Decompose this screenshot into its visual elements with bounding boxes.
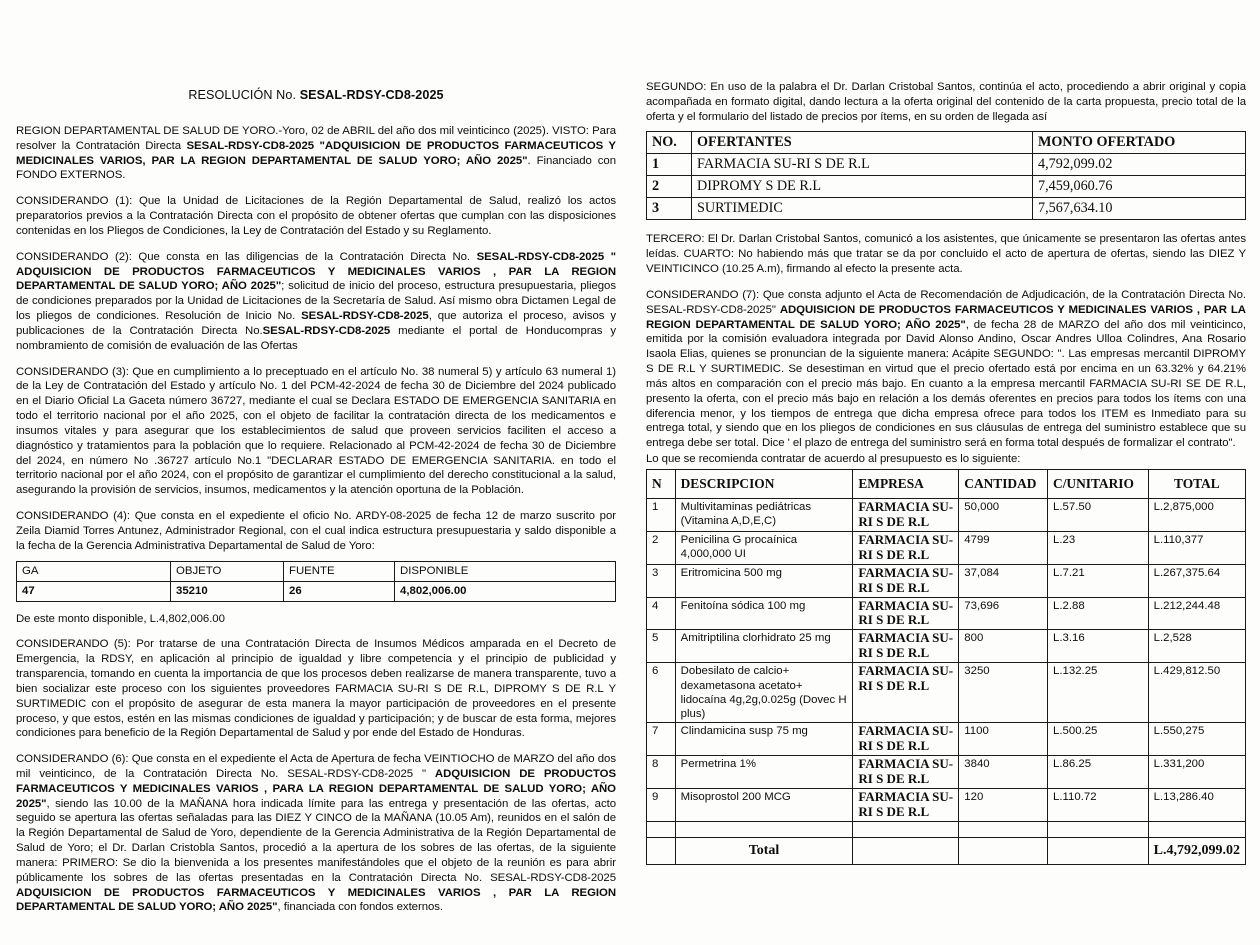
- visto-line2-plain2: . Financiado con FONDO EXTERNOS.: [16, 154, 616, 182]
- item-8-n: 8: [647, 756, 676, 789]
- table-row: [647, 176, 1246, 198]
- item-2-tot: L.110,377: [1148, 531, 1245, 564]
- item-7-desc: Clindamicina susp 75 mg: [675, 723, 853, 756]
- table-row: [17, 581, 616, 601]
- item-6-tot: L.429,812.50: [1148, 663, 1245, 723]
- item-6-desc: Dobesilato de calcio+ dexametasona acetato+ lidocaína 4g,2g,0.025g (Dovec H plus): [675, 663, 853, 723]
- bidders-table: [646, 131, 1246, 220]
- item-8-emp: FARMACIA SU-RI S DE R.L: [853, 756, 959, 789]
- left-column: [16, 0, 616, 926]
- items-table: [646, 469, 1246, 865]
- item-1-n: 1: [647, 498, 676, 531]
- considerando-2-p4: mediante el portal de Honducompras y nombramiento de comisión de evaluación de las Ofertas: [16, 324, 617, 352]
- table-row: [647, 154, 1246, 176]
- item-1-unit: L.57.50: [1048, 498, 1149, 531]
- item-4-desc: Fenitoína sódica 100 mg: [675, 597, 853, 630]
- bidder-no-1: 1: [647, 154, 692, 176]
- considerando-7-p1: CONSIDERANDO (7): Que consta adjunto el Acta de Recomendación de Adjudicación, de la Contratación Directa No. SESAL-RDSY-CD8-2025": [646, 288, 1246, 316]
- budget-header-fuente: FUENTE: [284, 561, 395, 581]
- item-5-unit: L.3.16: [1048, 630, 1149, 663]
- considerando-4: CONSIDERANDO (4): Que consta en el expediente el oficio No. ARDY-08-2025 de fecha 12 de marzo suscrito por Zeila Diamid Torres Antunez, Administrador Regional, con el cual indica estructura presupuestaria y saldo disponible a la fecha de la Gerencia Administrativa Departamental de Salud de Yoro:: [16, 510, 616, 552]
- items-header-total: TOTAL: [1148, 469, 1245, 498]
- visto-paragraph: [16, 124, 616, 183]
- table-row: [647, 663, 1246, 723]
- considerando-6-p3: , financiada con fondos externos.: [277, 901, 444, 914]
- spacer-cell-emp: [853, 821, 959, 837]
- segundo-paragraph: SEGUNDO: En uso de la palabra el Dr. Darlan Cristobal Santos, continúa el acto, procediendo a abrir original y copia acompañada en formato digital, dando lectura a la oferta original del contenido de la carta propuesta, precio total de la oferta y el formulario del listado de precios por ítems, en su orden de llegada así: [646, 81, 1246, 123]
- bidder-amount-3: 7,567,634.10: [1033, 198, 1246, 220]
- item-2-unit: L.23: [1048, 531, 1149, 564]
- bidders-header-monto: MONTO OFERTADO: [1033, 132, 1246, 154]
- total-label: Total: [675, 837, 853, 864]
- considerando-7-p2: , de fecha 28 de MARZO del año dos mil veinticinco, emitida por la comisión evaluadora integrada por David Alonso Andino, Oscar Andres Ulloa Colindres, Ana Rosario Isaola Elias, quienes se pronuncian de la siguiente manera: Acápite SEGUNDO: ". Las empresas mercantil DIPROMY S DE R.L Y SURTIMEDIC. Se desestiman en virtud que el precio ofertado está por encima en un 63.32% y 64.21% más altos en comparación con el precio más bajo. En cuanto a la empresa mercantil FARMACIA SU-RI SE DE R.L, presento la oferta, con el precio más bajo en relación a los demás oferentes en precios para todos los ítems con una diferencia menor, y los tiempos de entrega que dicha empresa ofrece para todos los ITEM es Inmediato para su entrega total, y siendo que en los pliegos de condiciones en sus cláusulas de entrega del suministro establece que su entrega debe ser total. Dice ' el plazo de entrega del suministro será en forma total después de formalizar el contrato".: [646, 318, 1246, 450]
- item-2-desc: Penicilina G procaínica 4,000,000 UI: [675, 531, 853, 564]
- item-4-unit: L.2.88: [1048, 597, 1149, 630]
- bidder-name-3: SURTIMEDIC: [692, 198, 1033, 220]
- item-9-tot: L.13,286.40: [1148, 789, 1245, 822]
- considerando-7-b1: ADQUISICION DE PRODUCTOS FARMACEUTICOS Y MEDICINALES VARIOS , PAR LA REGION DEPARTAMENTAL DE SALUD YORO; AÑO 2025": [646, 303, 1246, 331]
- table-row: [647, 531, 1246, 564]
- total-cell-qty: [959, 837, 1048, 864]
- table-row: [647, 789, 1246, 822]
- item-6-emp: FARMACIA SU-RI S DE R.L: [853, 663, 959, 723]
- item-4-tot: L.212,244.48: [1148, 597, 1245, 630]
- bidder-name-1: FARMACIA SU-RI S DE R.L: [692, 154, 1033, 176]
- considerando-1: CONSIDERANDO (1): Que la Unidad de Licitaciones de la Región Departamental de Salud, realizó los actos preparatorios previos a la Contratación Directa con el propósito de obtener ofertas que cumplan con las disposiciones contenidas en los Pliegos de Condiciones, la Ley de Contratación del Estado y su Reglamento.: [16, 195, 616, 237]
- item-1-desc: Multivitaminas pediátricas (Vitamina A,D,E,C): [675, 498, 853, 531]
- considerando-6-b1: ADQUISICION DE PRODUCTOS FARMACEUTICOS Y MEDICINALES VARIOS , PARA LA REGION DEPARTAMENTAL DE SALUD YORO; AÑO 2025": [16, 767, 616, 810]
- table-row: [647, 630, 1246, 663]
- considerando-6-b2: ADQUISICION DE PRODUCTOS FARMACEUTICOS Y MEDICINALES VARIOS , PAR LA REGION DEPARTAMENTAL DE SALUD YORO; AÑO 2025": [16, 886, 616, 914]
- item-3-emp: FARMACIA SU-RI S DE R.L: [853, 564, 959, 597]
- considerando-5: CONSIDERANDO (5): Por tratarse de una Contratación Directa de Insumos Médicos amparada en el Decreto de Emergencia, la RDSY, en aplicación al principio de igualdad y libre competencia y el principio de publicidad y transparencia, tomando en cuenta la importancia de que los procesos deben realizarse de manera transparente, tuvo a bien socializar este proceso con los siguientes proveedores FARMACIA SU-RI S DE R.L, DIPROMY S DE R.L Y SURTIMEDIC con el propósito de asegurar de esta manera la mayor participación de proveedores en el presente proceso, y que estos, estén en las mismas condiciones de igualdad y participación; y de buscar de esta forma, mejores condiciones para beneficio de la Región Departamental de Salud y por ende del Estado de Honduras.: [16, 638, 616, 740]
- item-8-qty: 3840: [959, 756, 1048, 789]
- bidders-header-no: NO.: [647, 132, 692, 154]
- table-row: [647, 198, 1246, 220]
- item-4-emp: FARMACIA SU-RI S DE R.L: [853, 597, 959, 630]
- total-cell-n: [647, 837, 676, 864]
- item-6-unit: L.132.25: [1048, 663, 1149, 723]
- item-1-tot: L.2,875,000: [1148, 498, 1245, 531]
- item-1-qty: 50,000: [959, 498, 1048, 531]
- budget-table: [16, 561, 616, 602]
- budget-header-disponible: DISPONIBLE: [395, 561, 616, 581]
- item-5-tot: L.2,528: [1148, 630, 1245, 663]
- item-6-qty: 3250: [959, 663, 1048, 723]
- table-row: [647, 564, 1246, 597]
- item-3-n: 3: [647, 564, 676, 597]
- item-3-tot: L.267,375.64: [1148, 564, 1245, 597]
- considerando-2-b2: SESAL-RDSY-CD8-2025: [301, 310, 429, 323]
- considerando-6: [16, 752, 616, 915]
- considerando-2-p3: , que autoriza el proceso, avisos y publicaciones de la Contratación Directa No.: [16, 310, 617, 337]
- table-row: [17, 561, 616, 581]
- item-8-unit: L.86.25: [1048, 756, 1149, 789]
- budget-header-objeto: OBJETO: [171, 561, 284, 581]
- item-9-n: 9: [647, 789, 676, 822]
- table-row: [647, 723, 1246, 756]
- visto-line2-bold: SESAL-RDSY-CD8-2025 "ADQUISICION DE PRODUCTOS FARMACEUTICOS Y MEDICINALES VARIOS, PAR LA REGION DEPARTAMENTAL DE SALUD YORO; AÑO 2025": [16, 139, 616, 167]
- spacer-cell-tot: [1148, 821, 1245, 837]
- budget-header-ga: GA: [17, 561, 171, 581]
- considerando-2-p1: CONSIDERANDO (2): Que consta en las diligencias de la Contratación Directa No.: [16, 250, 477, 263]
- spacer-cell-qty: [959, 821, 1048, 837]
- page-title-code: SESAL-RDSY-CD8-2025: [299, 88, 444, 102]
- item-2-n: 2: [647, 531, 676, 564]
- table-row: [647, 756, 1246, 789]
- item-5-emp: FARMACIA SU-RI S DE R.L: [853, 630, 959, 663]
- recomienda-intro: Lo que se recomienda contratar de acuerdo al presupuesto es lo siguiente:: [646, 453, 1021, 466]
- considerando-2-b3: SESAL-RDSY-CD8-2025: [262, 324, 391, 337]
- right-column: [646, 0, 1246, 865]
- item-7-emp: FARMACIA SU-RI S DE R.L: [853, 723, 959, 756]
- considerando-2-b1: SESAL-RDSY-CD8-2025 " ADQUISICION DE PRODUCTOS FARMACEUTICOS Y MEDICINALES VARIOS , PAR LA REGION DEPARTAMENTAL DE SALUD YORO; AÑO 2025": [16, 250, 616, 293]
- item-1-emp: FARMACIA SU-RI S DE R.L: [853, 498, 959, 531]
- item-7-unit: L.500.25: [1048, 723, 1149, 756]
- item-4-n: 4: [647, 597, 676, 630]
- bidders-header-ofertantes: OFERTANTES: [692, 132, 1033, 154]
- bidder-no-3: 3: [647, 198, 692, 220]
- total-cell-emp: [853, 837, 959, 864]
- table-row: [647, 597, 1246, 630]
- monto-disponible-text: De este monto disponible, L.4,802,006.00: [16, 612, 225, 625]
- tercero-paragraph: TERCERO: El Dr. Darlan Cristobal Santos, comunicó a los asistentes, que únicamente se presentaron las ofertas antes leídas. CUARTO: No habiendo más que tratar se da por concluido el acto de apertura de ofertas, siendo las DIEZ Y VEINTICINCO (10.25 A.m), firmando al efecto la presente acta.: [646, 233, 1246, 276]
- total-cell-unit: [1048, 837, 1149, 864]
- budget-cell-objeto: 35210: [171, 581, 284, 601]
- item-3-desc: Eritromicina 500 mg: [675, 564, 853, 597]
- item-4-qty: 73,696: [959, 597, 1048, 630]
- item-8-desc: Permetrina 1%: [675, 756, 853, 789]
- item-5-n: 5: [647, 630, 676, 663]
- item-6-n: 6: [647, 663, 676, 723]
- budget-cell-disponible: 4,802,006.00: [395, 581, 616, 601]
- item-9-desc: Misoprostol 200 MCG: [675, 789, 853, 822]
- spacer-cell-desc: [675, 821, 853, 837]
- item-9-unit: L.110.72: [1048, 789, 1149, 822]
- budget-cell-ga: 47: [17, 581, 171, 601]
- item-5-qty: 800: [959, 630, 1048, 663]
- table-row: [647, 469, 1246, 498]
- item-8-tot: L.331,200: [1148, 756, 1245, 789]
- page-title: [16, 88, 616, 102]
- table-row-total: [647, 837, 1246, 864]
- spacer-cell-n: [647, 821, 676, 837]
- bidder-amount-2: 7,459,060.76: [1033, 176, 1246, 198]
- considerando-2: [16, 250, 616, 354]
- considerando-7: [646, 288, 1246, 451]
- spacer-cell-unit: [1048, 821, 1149, 837]
- item-7-qty: 1100: [959, 723, 1048, 756]
- items-header-unitario: C/UNITARIO: [1048, 469, 1149, 498]
- table-row: [647, 132, 1246, 154]
- considerando-3: CONSIDERANDO (3): Que en cumplimiento a lo preceptuado en el artículo No. 38 numeral 5) y artículo 63 numeral 1) de la Ley de Contratación del Estado y artículo No. 1 del PCM-42-2024 de fecha 30 de Diciembre del 2024 publicado en el Diario Oficial La Gaceta número 36727, mediante el cual se Declara ESTADO DE EMERGENCIA SANITARIA en todo el territorio nacional por el año 2025, con el objeto de facilitar la contratación directa de los medicamentos e insumos vitales y para asegurar que los establecimientos de salud que proveen servicios faciliten el acceso a diagnóstico y tratamientos para la población que lo requiere. Relacionado al PCM-42-2024 de fecha 30 de Diciembre del 2024, en número No .36727 artículo No.1 "DECLARAR ESTADO DE EMERGENCIA SANITARIA. en todo el territorio nacional por el año 2024, con el propósito de garantizar el cumplimiento del derecho constitucional a la salud, asegurando la provisión de servicios, insumos, medicamentos y la atención oportuna de la Población.: [16, 365, 616, 497]
- item-9-qty: 120: [959, 789, 1048, 822]
- item-3-unit: L.7.21: [1048, 564, 1149, 597]
- item-5-desc: Amitriptilina clorhidrato 25 mg: [675, 630, 853, 663]
- bidder-no-2: 2: [647, 176, 692, 198]
- visto-line1: REGION DEPARTAMENTAL DE SALUD DE YORO.-Yoro, 02 de ABRIL del año dos mil veinticinco (2025).: [16, 125, 549, 137]
- visto-line2-plain1: VISTO: Para resolver la Contratación Directa: [16, 125, 616, 152]
- item-7-n: 7: [647, 723, 676, 756]
- table-row: [647, 498, 1246, 531]
- item-3-qty: 37,084: [959, 564, 1048, 597]
- bidder-name-2: DIPROMY S DE R.L: [692, 176, 1033, 198]
- items-header-n: N: [647, 469, 676, 498]
- budget-cell-fuente: 26: [284, 581, 395, 601]
- items-header-cantidad: CANTIDAD: [959, 469, 1048, 498]
- considerando-6-p2: , siendo las 10.00 de la MAÑANA hora indicada límite para las entrega y presentación de las ofertas, acto seguido se apertura las ofertas señaladas para las DIEZ Y CINCO de la MAÑANA (10.05 Am), reunidos en el salón de la Región Departamental de Salud de Yoro, dependiente de la Gerencia Administrativa de la Región Departamental de Salud de Yoro; el Dr. Darlan Cristobla Santos, procedió a la apertura de los sobres de las ofertas, de la siguiente manera: PRIMERO: Se dio la bienvenida a los presentes manifestándoles que el objeto de la reunión es para abrir públicamente los sobres de las ofertas presentadas en la Contratación Directa No. SESAL-RDSY-CD8-2025: [16, 797, 616, 884]
- page-title-prefix: RESOLUCIÓN No.: [188, 88, 300, 102]
- items-header-empresa: EMPRESA: [853, 469, 959, 498]
- considerando-2-p2: ; solicitud de inicio del proceso, estructura presupuestaria, pliegos de condiciones preparados por la Unidad de Licitaciones de la Secretaría de Salud. Así mismo obra Dictamen Legal de los pliegos de condiciones. Resolución de Inicio No.: [16, 280, 616, 323]
- item-2-emp: FARMACIA SU-RI S DE R.L: [853, 531, 959, 564]
- considerando-6-p1: CONSIDERANDO (6): Que consta en el expediente el Acta de Apertura de fecha VEINTIOCHO de MARZO del año dos mil veinticinco, de la Contratación Directa No. SESAL-RDSY-CD8-2025 ": [16, 753, 616, 780]
- item-9-emp: FARMACIA SU-RI S DE R.L: [853, 789, 959, 822]
- item-7-tot: L.550,275: [1148, 723, 1245, 756]
- table-row-spacer: [647, 821, 1246, 837]
- total-value: L.4,792,099.02: [1148, 837, 1245, 864]
- bidder-amount-1: 4,792,099.02: [1033, 154, 1246, 176]
- item-2-qty: 4799: [959, 531, 1048, 564]
- items-header-desc: DESCRIPCION: [675, 469, 853, 498]
